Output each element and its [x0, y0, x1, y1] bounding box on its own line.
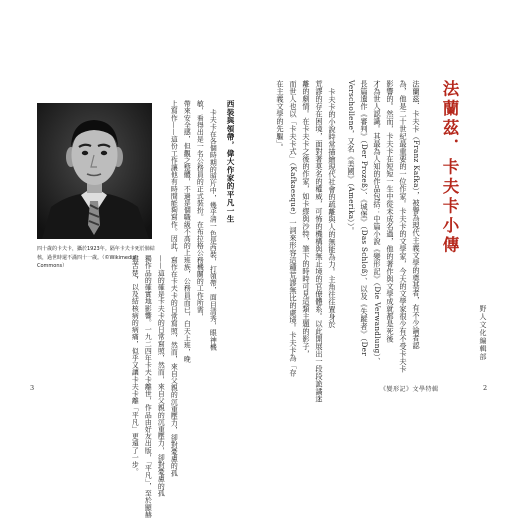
portrait-illustration — [37, 103, 152, 239]
body-column: 長篇遺作《審判》（Der Prozeß）、《城堡》（Das Schloß）、以及《失蹤者》（Der — [360, 80, 369, 356]
biography-title: 法蘭茲．卡夫卡小傳 — [440, 80, 459, 256]
sidebar-column: ——這的確是卡夫卡的日常寫照，然而，來自父親的沉重壓力，卻對憂慮的孤 — [156, 255, 165, 497]
body-column: 荒謬的存在困境，面對著莫名的權威，可怖的機構與無止境的官僚體系。以此開展出一段段詭譎迷 — [315, 80, 324, 403]
photo-caption: 四十歲的卡夫卡，攝於1923年。隔年卡夫卡死於肺結核，過世時還不滿四十一歲。（©Wikimedia Commons） — [37, 246, 155, 269]
page-number-left: 3 — [30, 384, 35, 392]
running-footer: 《變形記》文學特輯 — [380, 386, 439, 393]
page-number-right: 2 — [483, 384, 488, 392]
publisher-credit: 野人文化編輯部 — [479, 305, 487, 361]
body-column: 才為世人認識。其最為人知的作品包括：中篇小說《變形記》（Die Verwandlung）、 — [373, 80, 382, 365]
sidebar-column: 帶來安全感，但觀之整體，不過是個職級不高的上班族，公務員而已，白天上班，晚 — [182, 100, 191, 363]
body-column: 在主義文學的先驅」。 — [276, 80, 285, 152]
body-column: 影響的。然而，卡夫卡在短短一生中從未成名過，他的著作與文學成就都是死後 — [386, 80, 395, 343]
body-column: Verschollene，又名《美國》（Amerika））。 — [347, 80, 356, 235]
body-column: 而世人也以「卡夫卡式」（Kafkaesque）一詞來形容這種荒謬無比的處境。卡夫卡為「存 — [289, 80, 298, 377]
body-column: 離的劇情。在卡夫卡之後的作家，如卡繆與沙特，筆下的時時可見這類主題的影子， — [302, 80, 311, 358]
sidebar-column: 敏，看得出是一名公務員的正式裝扮。在布拉格公務機關的工作所需， — [195, 100, 204, 321]
body-column: 卡夫卡的小說時常描繪現代社會的疏離與人的無能為力。主角往往置身於 — [328, 88, 337, 328]
sidebar-heading: 西裝與領帶，偉大作家的平凡一生 — [226, 100, 235, 223]
body-column: 法蘭茲．卡夫卡（Franz Kafka），被譽為現代主義文學的奠基者，有不少論者認 — [412, 80, 421, 350]
sidebar-column: 上寫作——這份工作讓他有時間能夠寫作。因此，寫作在卡夫卡的日常寫照，然而，來自父親的沉重壓力，卻對憂慮的孤 — [169, 100, 178, 477]
body-column: 為，他是二十世紀最重要的一位作家。卡夫卡的文學家，今天的文學家很少有不受卡夫卡 — [399, 80, 408, 373]
sidebar-column: 獨作品的確實地影響。一九二四年卡夫卡離世，作品由好友出版，「平凡」，至於顯赫 — [143, 255, 152, 518]
kafka-portrait-photo — [37, 103, 152, 239]
sidebar-column: 盡苦楚，以及結核病的病痛，似乎又讓卡夫卡離「平凡」更遠了一步。 — [130, 255, 139, 476]
sidebar-column: 卡夫卡在各個時期的照片中，幾乎清一色是西裝，打領帶，面目清秀，眼神機 — [208, 109, 217, 351]
